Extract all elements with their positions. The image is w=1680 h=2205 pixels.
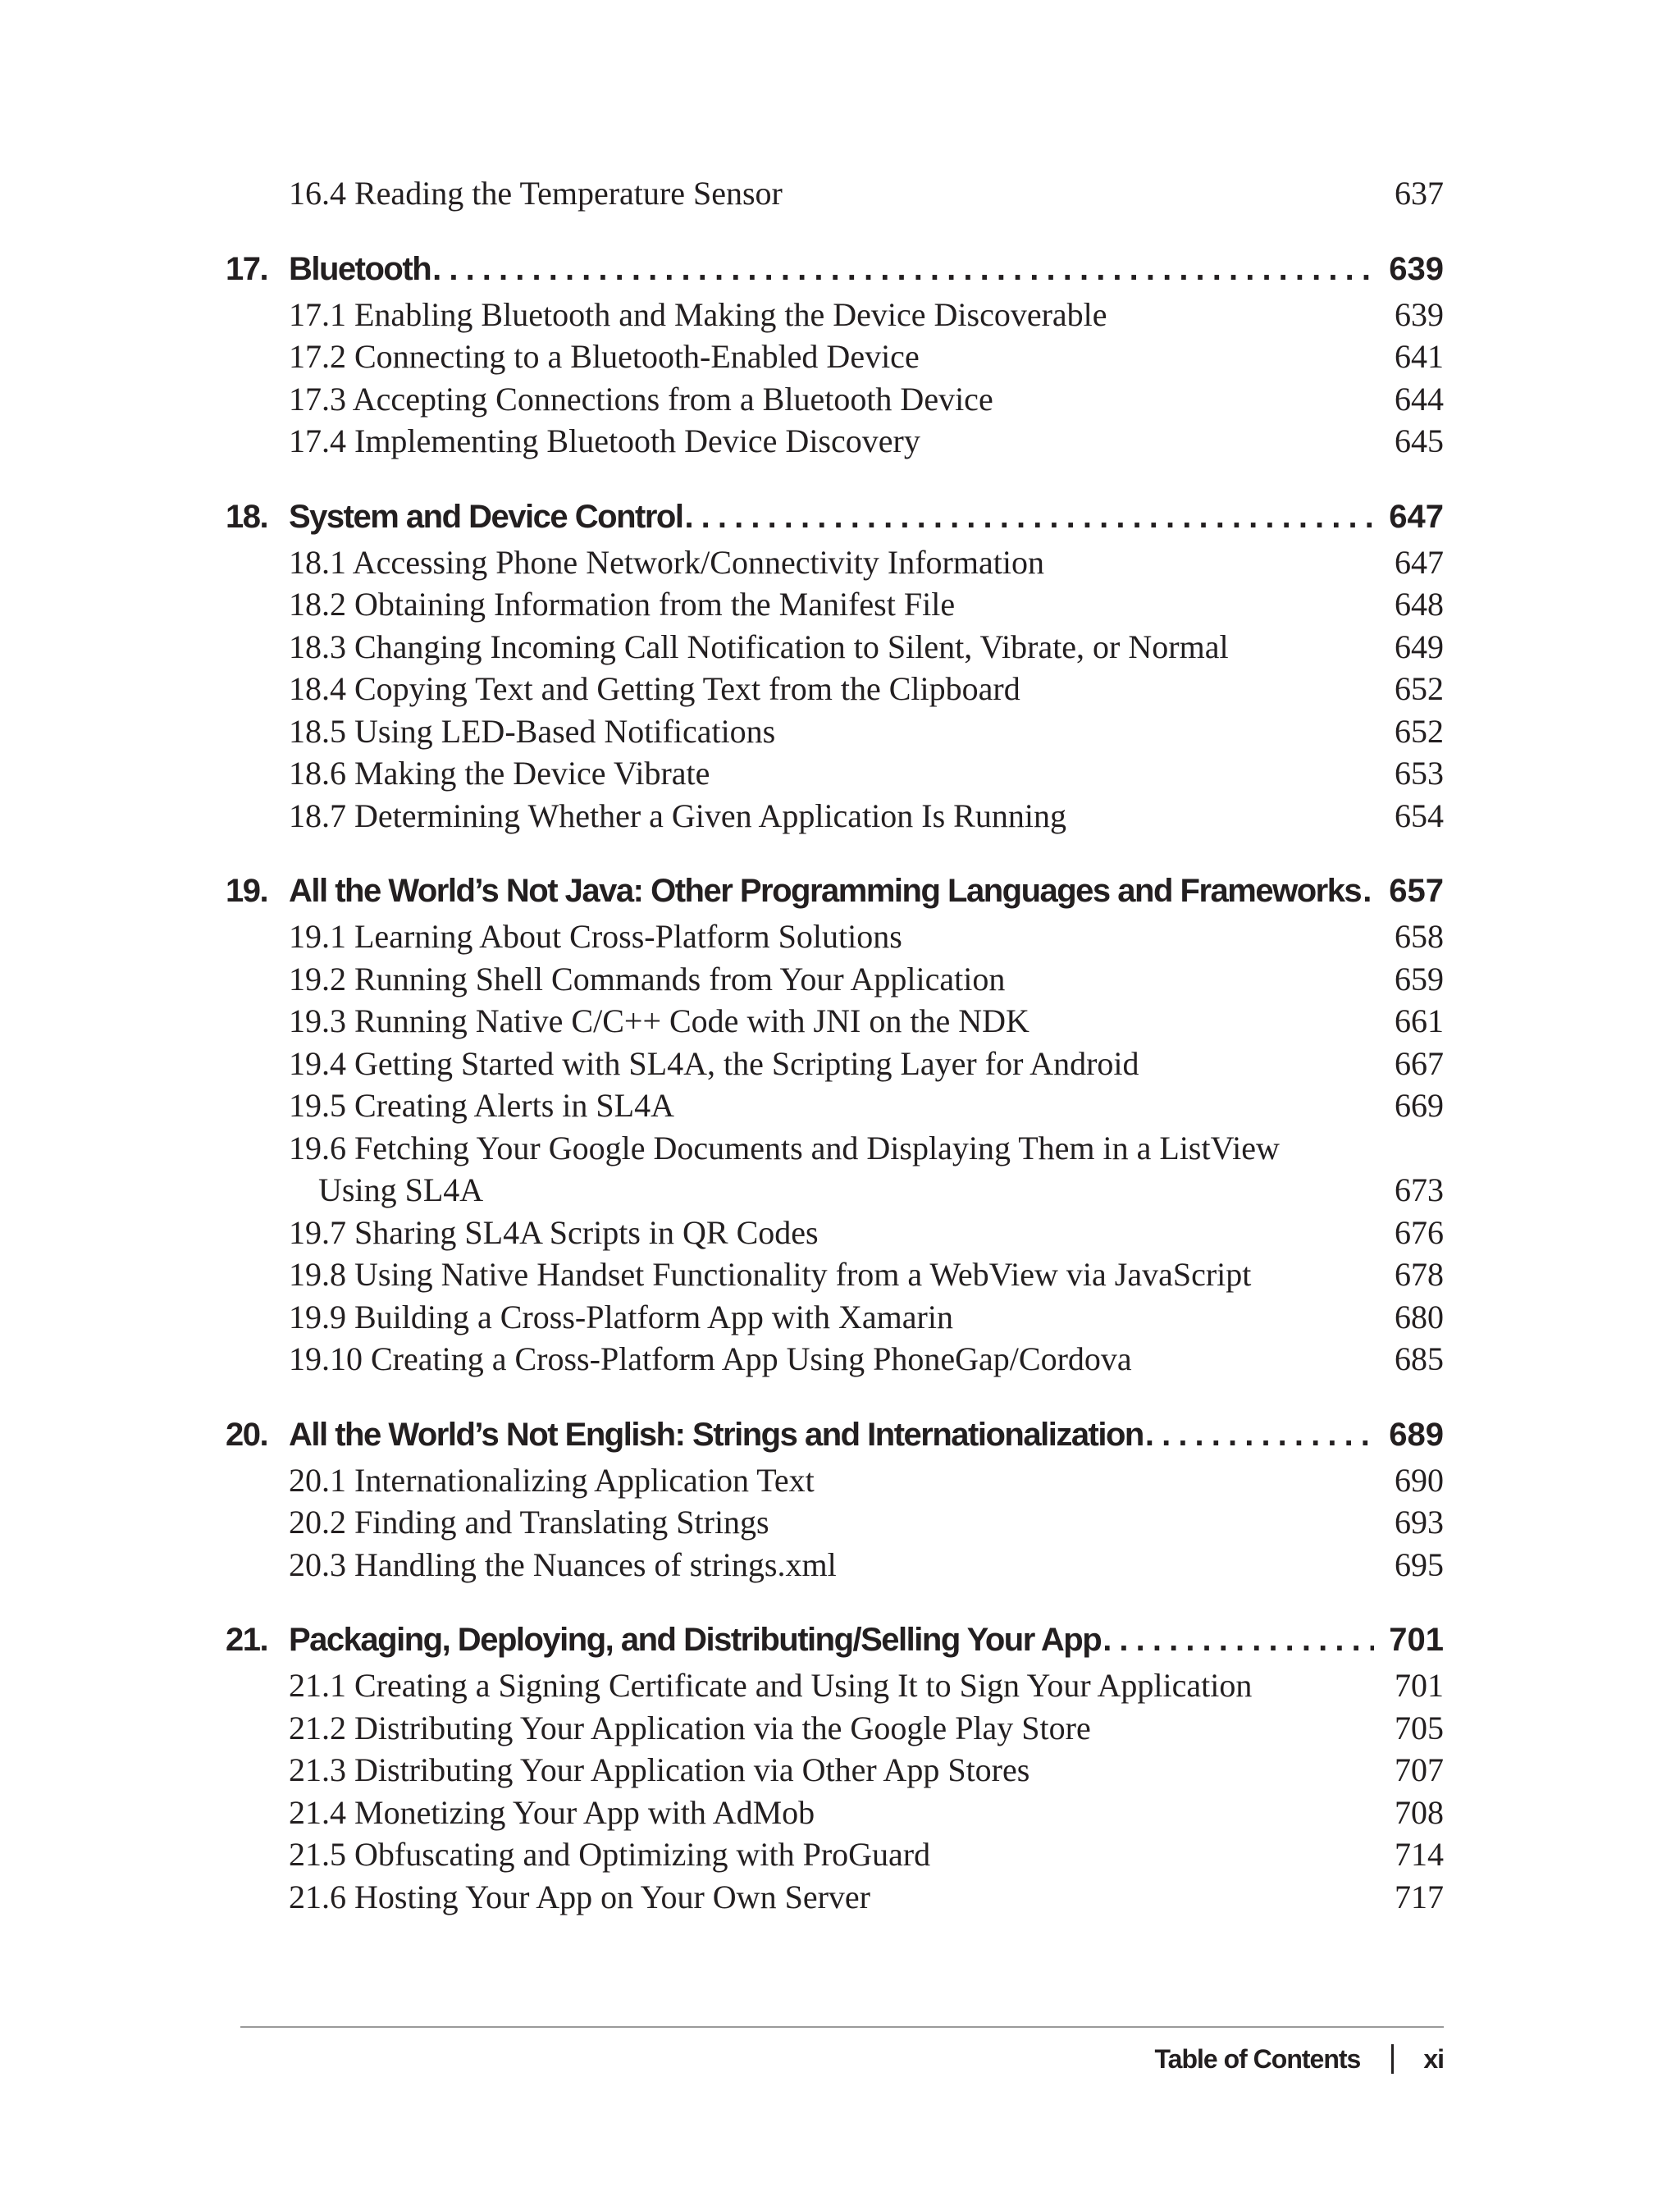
table-of-contents — [226, 172, 1444, 1947]
toc-entry[interactable] — [226, 420, 1444, 463]
toc-entry[interactable] — [226, 172, 1444, 215]
footer-page-number: xi — [1423, 2044, 1444, 2074]
entry-page: 708 — [1395, 1793, 1444, 1831]
chapter-16-continued — [226, 172, 1444, 215]
chapter-20 — [226, 1410, 1444, 1586]
entry-title: 21.5 Obfuscating and Optimizing with ProGuard — [289, 1836, 931, 1873]
entry-page: 649 — [1395, 628, 1444, 665]
chapter-heading[interactable] — [226, 1615, 1444, 1664]
toc-entry[interactable] — [226, 1084, 1444, 1127]
chapter-21 — [226, 1615, 1444, 1918]
entry-page: 641 — [1395, 338, 1444, 375]
entry-title: 19.4 Getting Started with SL4A, the Scripting Layer for Android — [289, 1044, 1139, 1082]
dot-leader — [1102, 1615, 1374, 1664]
chapter-page: 647 — [1389, 498, 1444, 535]
chapter-number: 18. — [226, 498, 268, 535]
entry-page: 653 — [1395, 755, 1444, 792]
entry-page: 693 — [1395, 1504, 1444, 1541]
entry-page: 673 — [1395, 1171, 1444, 1208]
toc-entry[interactable] — [226, 1127, 1444, 1212]
toc-entry[interactable] — [226, 1253, 1444, 1296]
entry-page: 645 — [1395, 422, 1444, 459]
toc-entry[interactable] — [226, 1043, 1444, 1085]
entry-title: 17.1 Enabling Bluetooth and Making the Device Discoverable — [289, 295, 1107, 333]
toc-entry[interactable] — [226, 1876, 1444, 1919]
toc-entry[interactable] — [226, 1664, 1444, 1707]
page-footer — [1154, 2043, 1444, 2075]
entry-page: 661 — [1395, 1002, 1444, 1039]
entry-page: 644 — [1395, 380, 1444, 418]
entry-page: 690 — [1395, 1461, 1444, 1499]
toc-entry[interactable] — [226, 1212, 1444, 1254]
entry-page: 654 — [1395, 797, 1444, 834]
entry-page: 676 — [1395, 1213, 1444, 1251]
entry-title: 20.1 Internationalizing Application Text — [289, 1461, 815, 1499]
entry-page: 667 — [1395, 1044, 1444, 1082]
entry-page: 652 — [1395, 670, 1444, 707]
chapter-17 — [226, 244, 1444, 463]
entry-title: 19.9 Building a Cross-Platform App with Xamarin — [289, 1298, 953, 1335]
toc-entry[interactable] — [226, 626, 1444, 669]
chapter-heading[interactable] — [226, 1410, 1444, 1459]
dot-leader — [432, 244, 1374, 294]
entry-page: 705 — [1395, 1709, 1444, 1746]
chapter-number: 19. — [226, 873, 268, 909]
entry-title: 18.5 Using LED-Based Notifications — [289, 712, 776, 750]
chapter-19 — [226, 866, 1444, 1381]
toc-entry[interactable] — [226, 1000, 1444, 1043]
toc-entry[interactable] — [226, 1833, 1444, 1876]
toc-entry[interactable] — [226, 668, 1444, 710]
entry-title: 21.2 Distributing Your Application via the Google Play Store — [289, 1709, 1091, 1746]
toc-entry[interactable] — [226, 1296, 1444, 1339]
toc-entry[interactable] — [226, 795, 1444, 838]
chapter-18 — [226, 492, 1444, 838]
chapter-title: All the World’s Not Java: Other Programming Languages and Frameworks — [289, 873, 1362, 909]
entry-title: 21.6 Hosting Your App on Your Own Server — [289, 1878, 870, 1915]
toc-entry[interactable] — [226, 752, 1444, 795]
entry-title: 18.1 Accessing Phone Network/Connectivity Information — [289, 543, 1044, 581]
toc-entry[interactable] — [226, 710, 1444, 753]
entry-title: 18.2 Obtaining Information from the Manifest File — [289, 586, 956, 623]
toc-entry[interactable] — [226, 1792, 1444, 1834]
toc-entry[interactable] — [226, 294, 1444, 336]
entry-title: 17.2 Connecting to a Bluetooth-Enabled Device — [289, 338, 920, 375]
chapter-heading[interactable] — [226, 866, 1444, 915]
entry-page: 648 — [1395, 586, 1444, 623]
entry-title: 18.6 Making the Device Vibrate — [289, 755, 710, 792]
entry-title: 17.4 Implementing Bluetooth Device Discovery — [289, 422, 920, 459]
entry-title: 19.2 Running Shell Commands from Your Application — [289, 960, 1006, 998]
chapter-heading[interactable] — [226, 492, 1444, 541]
toc-entry[interactable] — [226, 1459, 1444, 1502]
entry-page: 658 — [1395, 918, 1444, 955]
entry-title: 19.7 Sharing SL4A Scripts in QR Codes — [289, 1213, 819, 1251]
chapter-number: 20. — [226, 1416, 268, 1453]
entry-page: 669 — [1395, 1087, 1444, 1124]
entry-title: 19.3 Running Native C/C++ Code with JNI on the NDK — [289, 1002, 1029, 1039]
footer-section-title: Table of Contents — [1154, 2044, 1361, 2074]
entry-page: 647 — [1395, 543, 1444, 581]
entry-page: 701 — [1395, 1667, 1444, 1704]
dot-leader — [1363, 866, 1374, 915]
entry-title: 17.3 Accepting Connections from a Bluetooth Device — [289, 380, 993, 418]
entry-page: 659 — [1395, 960, 1444, 998]
chapter-heading[interactable] — [226, 244, 1444, 294]
toc-entry[interactable] — [226, 541, 1444, 584]
chapter-number: 21. — [226, 1622, 268, 1658]
entry-page: 707 — [1395, 1751, 1444, 1788]
entry-page: 714 — [1395, 1836, 1444, 1873]
entry-title: 21.3 Distributing Your Application via Other App Stores — [289, 1751, 1030, 1788]
entry-title: 19.10 Creating a Cross-Platform App Using PhoneGap/Cordova — [289, 1340, 1132, 1377]
toc-entry[interactable] — [226, 915, 1444, 958]
entry-title: 19.5 Creating Alerts in SL4A — [289, 1087, 674, 1124]
toc-entry[interactable] — [226, 958, 1444, 1001]
toc-entry[interactable] — [226, 336, 1444, 378]
entry-page: 685 — [1395, 1340, 1444, 1377]
entry-title: 18.4 Copying Text and Getting Text from the Clipboard — [289, 670, 1020, 707]
entry-title: 16.4 Reading the Temperature Sensor — [289, 175, 783, 212]
chapter-page: 701 — [1389, 1622, 1444, 1658]
entry-title: 20.2 Finding and Translating Strings — [289, 1504, 769, 1541]
entry-page: 717 — [1395, 1878, 1444, 1915]
chapter-page: 639 — [1389, 250, 1444, 287]
entry-title — [289, 1127, 1395, 1212]
chapter-title: Packaging, Deploying, and Distributing/Selling Your App — [289, 1622, 1102, 1658]
chapter-title: System and Device Control — [289, 498, 683, 535]
dot-leader — [1145, 1410, 1374, 1459]
chapter-number: 17. — [226, 250, 268, 287]
entry-title: 19.8 Using Native Handset Functionality from a WebView via JavaScript — [289, 1256, 1252, 1293]
entry-title: 18.3 Changing Incoming Call Notification to Silent, Vibrate, or Normal — [289, 628, 1229, 665]
toc-entry[interactable] — [226, 1707, 1444, 1750]
chapter-page: 689 — [1389, 1416, 1444, 1453]
entry-page: 680 — [1395, 1298, 1444, 1335]
entry-title: 18.7 Determining Whether a Given Application Is Running — [289, 797, 1066, 834]
toc-entry[interactable] — [226, 1749, 1444, 1792]
footer-divider — [240, 2026, 1444, 2028]
toc-entry[interactable] — [226, 1501, 1444, 1544]
entry-title-line-2: Using SL4A — [318, 1171, 484, 1208]
toc-entry[interactable] — [226, 583, 1444, 626]
chapter-title: All the World’s Not English: Strings and Internationalization — [289, 1416, 1144, 1453]
entry-page: 639 — [1395, 295, 1444, 333]
dot-leader — [684, 492, 1374, 541]
toc-entry[interactable] — [226, 1338, 1444, 1381]
entry-page: 678 — [1395, 1256, 1444, 1293]
entry-page: 652 — [1395, 712, 1444, 750]
entry-page: 695 — [1395, 1545, 1444, 1583]
toc-entry[interactable] — [226, 378, 1444, 421]
toc-entry[interactable] — [226, 1544, 1444, 1586]
entry-page: 637 — [1395, 175, 1444, 212]
entry-title: 21.1 Creating a Signing Certificate and Using It to Sign Your Application — [289, 1667, 1253, 1704]
entry-title: 20.3 Handling the Nuances of strings.xml — [289, 1545, 837, 1583]
chapter-title: Bluetooth — [289, 250, 431, 287]
chapter-page: 657 — [1389, 873, 1444, 909]
entry-title-line-1: 19.6 Fetching Your Google Documents and Displaying Them in a ListView — [289, 1129, 1280, 1166]
entry-title: 19.1 Learning About Cross-Platform Solutions — [289, 918, 902, 955]
footer-separator — [1391, 2044, 1394, 2074]
entry-title: 21.4 Monetizing Your App with AdMob — [289, 1793, 815, 1831]
